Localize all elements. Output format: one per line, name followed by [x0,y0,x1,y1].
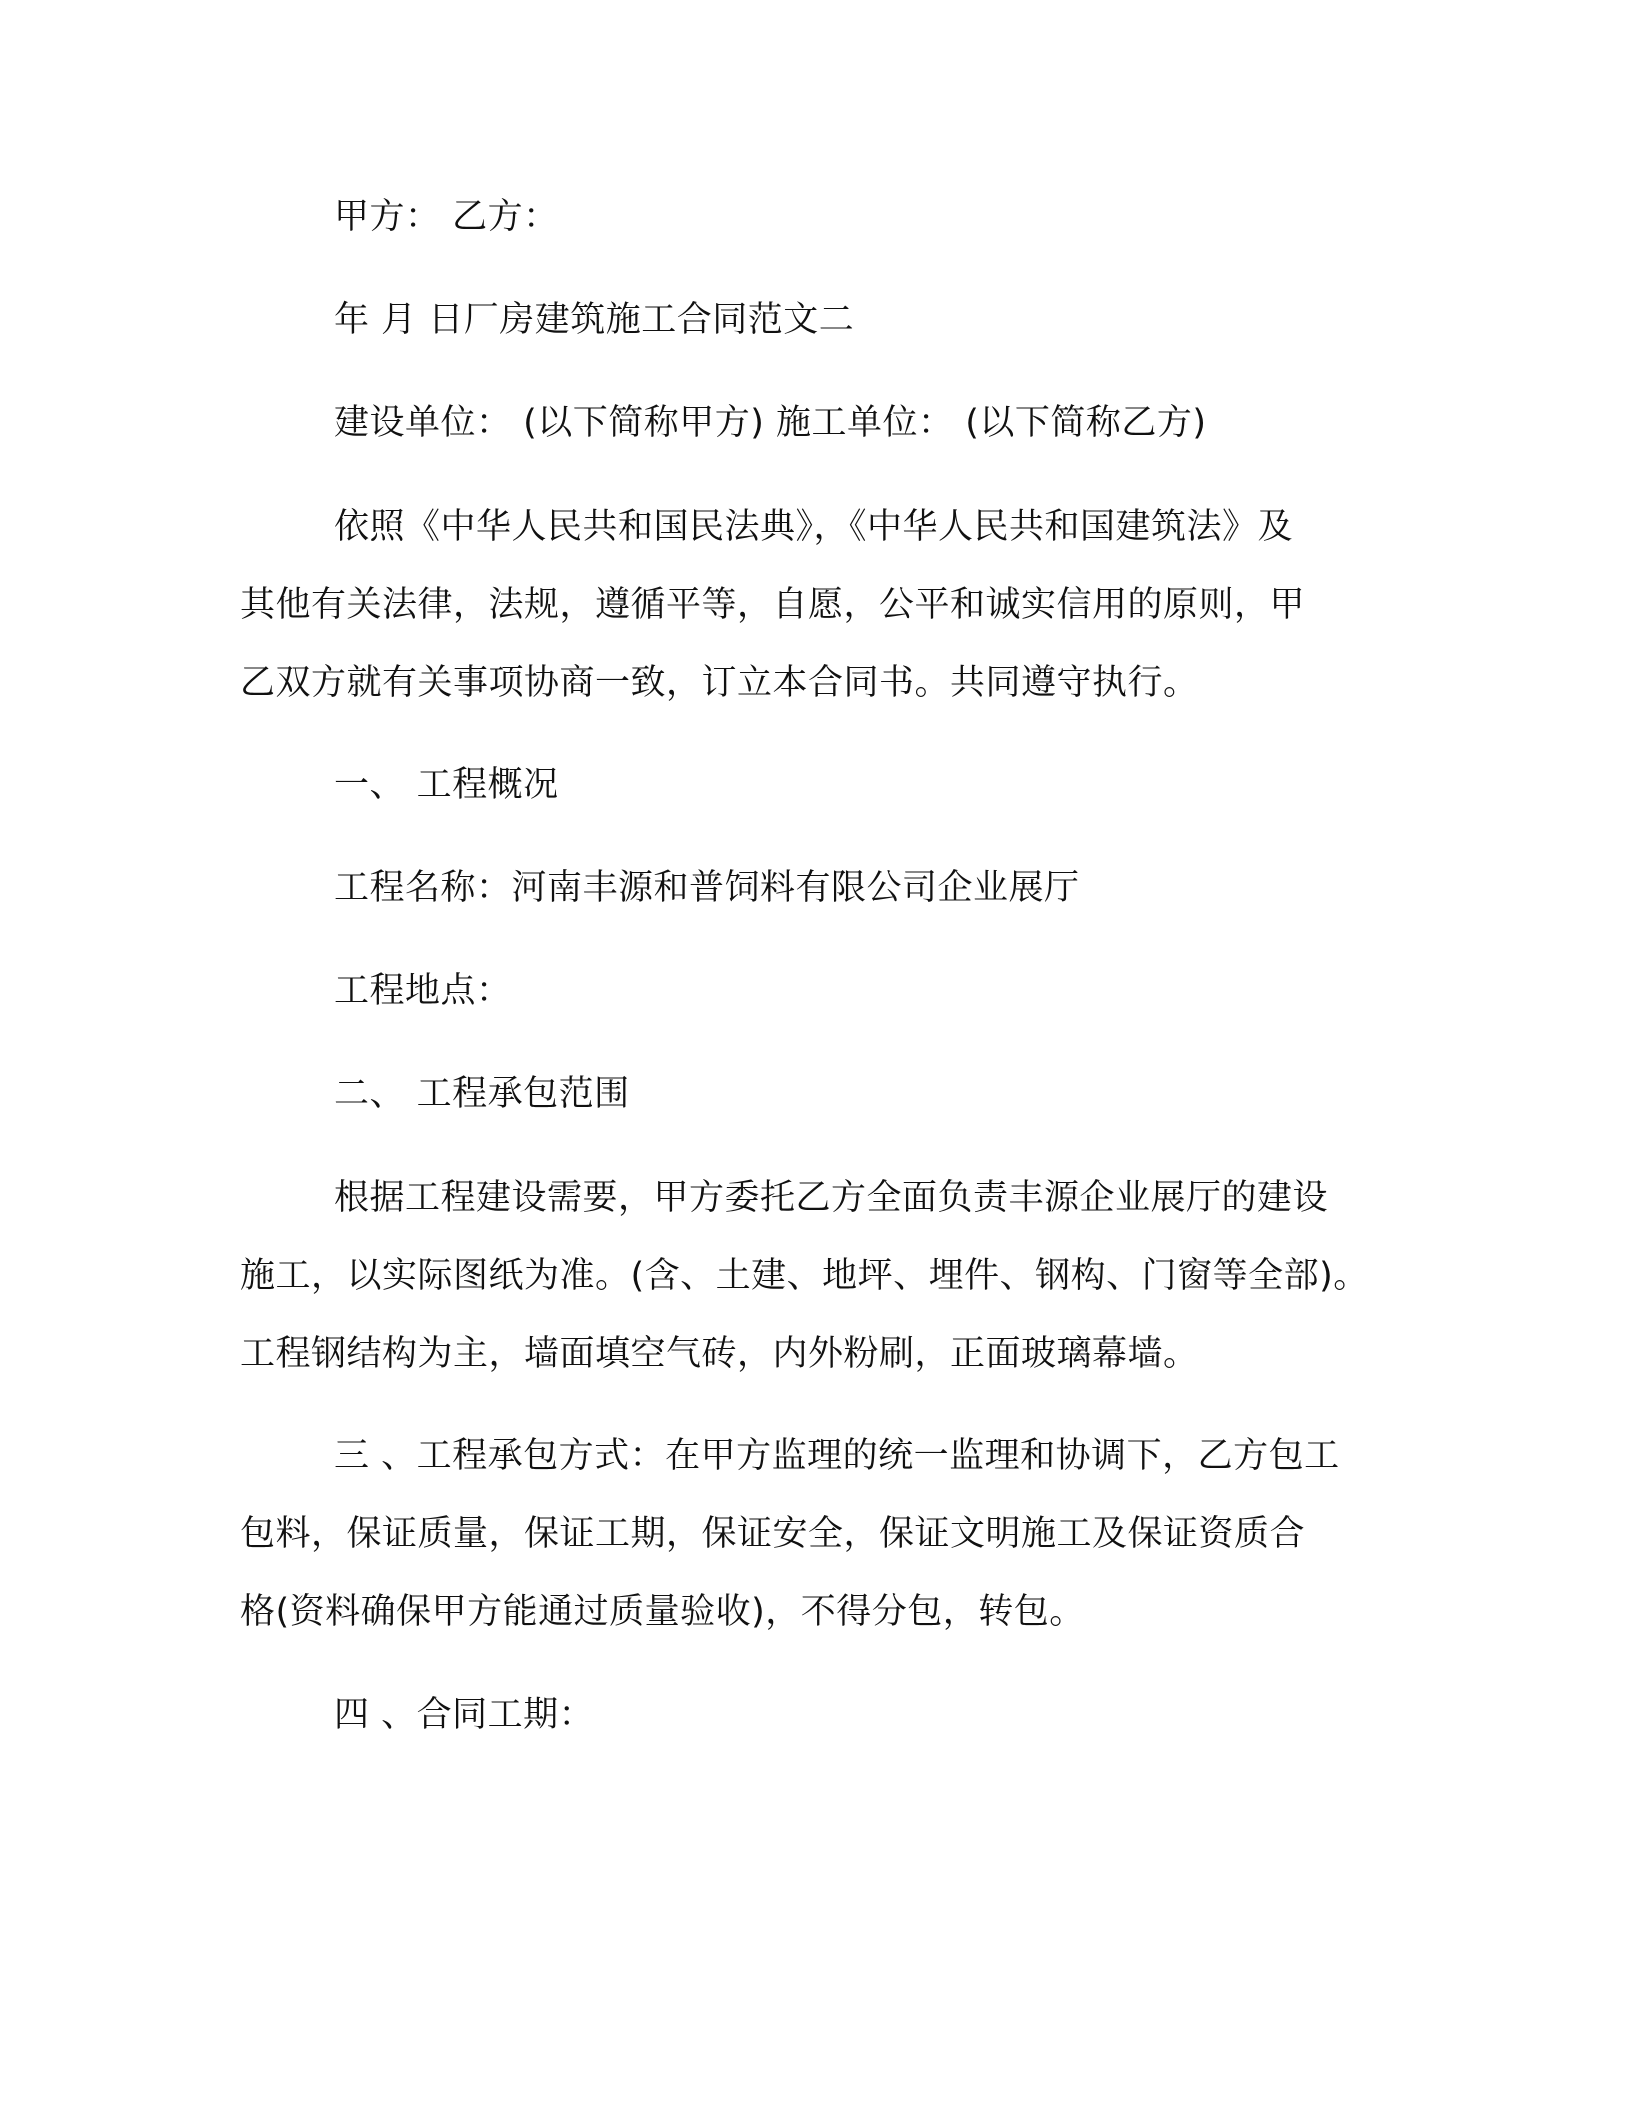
preamble-line-3: 乙双方就有关事项协商一致，订立本合同书。共同遵守执行。 [240,663,1199,703]
section-3-line-2: 包料，保证质量，保证工期，保证安全，保证文明施工及保证资质合 [240,1514,1306,1554]
scope-line-3: 工程钢结构为主，墙面填空气砖，内外粉刷，正面玻璃幕墙。 [240,1334,1199,1374]
preamble-line-1: 依照《中华人民共和国民法典》，《中华人民共和国建筑法》及 [334,507,1294,547]
section-3-line-1: 三 、工程承包方式：在甲方监理的统一监理和协调下，乙方包工 [334,1436,1340,1476]
section-1-heading: 一、 工程概况 [334,765,559,805]
section-3-line-3: 格(资料确保甲方能通过质量验收)，不得分包，转包。 [240,1592,1085,1632]
section-4-heading: 四 、合同工期： [334,1695,595,1735]
project-name-line: 工程名称：河南丰源和普饲料有限公司企业展厅 [334,868,1080,908]
date-and-title-line: 年 月 日厂房建筑施工合同范文二 [334,300,855,340]
construction-units-line: 建设单位： (以下简称甲方) 施工单位： (以下简称乙方) [334,403,1207,443]
scope-line-1: 根据工程建设需要，甲方委托乙方全面负责丰源企业展厅的建设 [334,1178,1329,1218]
project-location-line: 工程地点： [334,971,512,1011]
section-2-heading: 二、 工程承包范围 [334,1074,630,1114]
scope-line-2: 施工，以实际图纸为准。(含、土建、地坪、埋件、钢构、门窗等全部)。 [240,1256,1369,1296]
preamble-line-2: 其他有关法律，法规，遵循平等，自愿，公平和诚实信用的原则，甲 [240,585,1306,625]
parties-signature-line: 甲方： 乙方： [334,197,559,237]
